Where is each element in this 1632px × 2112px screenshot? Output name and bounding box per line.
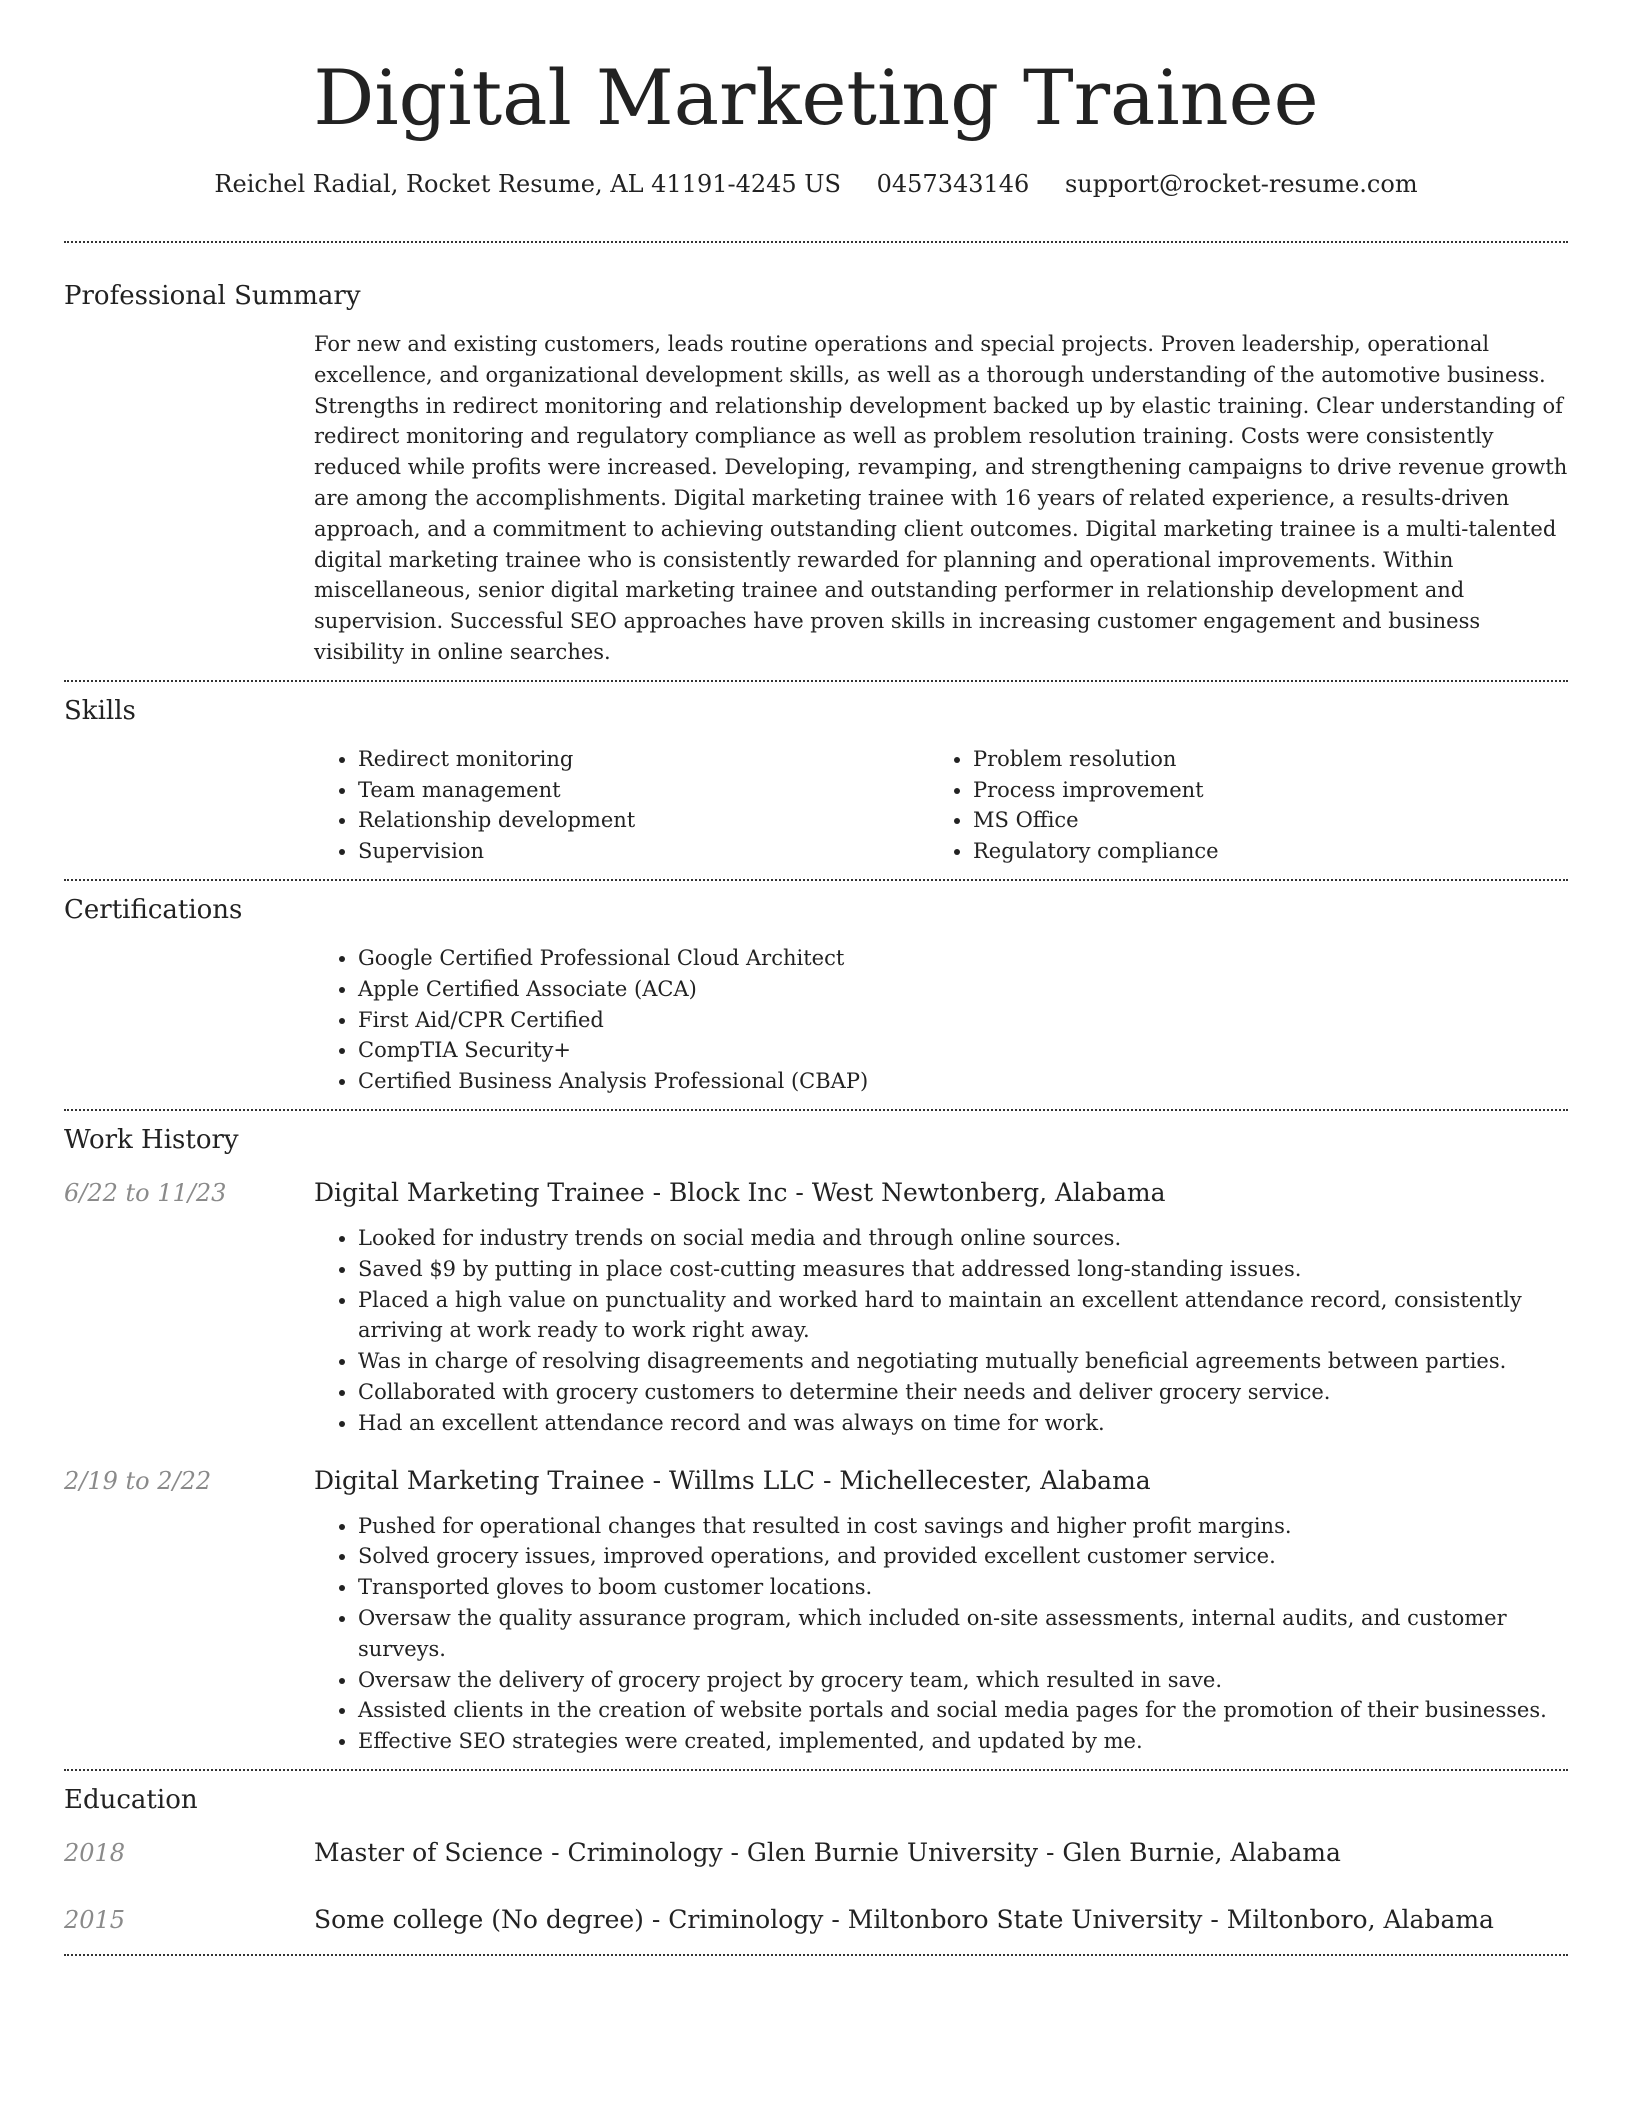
summary-section bbox=[64, 243, 1568, 680]
job-dates: 6/22 to 11/23 bbox=[64, 1178, 227, 1207]
certification-item: • Certified Business Analysis Professional (CBAP) bbox=[358, 1066, 1568, 1097]
job-bullets bbox=[314, 1511, 1568, 1769]
skills-grid bbox=[314, 744, 1568, 879]
skills-list-left bbox=[314, 744, 929, 867]
summary-heading: Professional Summary bbox=[64, 281, 361, 311]
job-bullet: • Was in charge of resolving disagreements and negotiating mutually beneficial agreements between parties. bbox=[358, 1346, 1568, 1377]
contact-line bbox=[64, 168, 1568, 200]
skill-item: • Problem resolution bbox=[973, 744, 1544, 775]
skill-item: • Supervision bbox=[358, 836, 929, 867]
skills-list-right bbox=[929, 744, 1544, 867]
education-text: Some college (No degree) - Criminology - Miltonboro State University - Miltonboro, Alabama bbox=[314, 1904, 1494, 1934]
certification-item: • Google Certified Professional Cloud Architect bbox=[358, 943, 1568, 974]
education-year: 2018 bbox=[64, 1838, 126, 1867]
job-bullet-list bbox=[314, 1223, 1568, 1439]
skill-item: • Redirect monitoring bbox=[358, 744, 929, 775]
work-history-heading: Work History bbox=[64, 1124, 239, 1155]
job-bullet: • Saved $9 by putting in place cost-cutting measures that addressed long-standing issues. bbox=[358, 1254, 1568, 1285]
job-bullet: • Assisted clients in the creation of website portals and social media pages for the promotion of their businesses. bbox=[358, 1695, 1568, 1726]
skills-heading: Skills bbox=[64, 695, 136, 726]
certifications-heading: Certifications bbox=[64, 894, 243, 925]
job-bullet: • Solved grocery issues, improved operations, and provided excellent customer service. bbox=[358, 1541, 1568, 1572]
contact-email[interactable]: support@rocket-resume.com bbox=[1064, 170, 1418, 198]
education-heading: Education bbox=[64, 1784, 198, 1815]
resume-page bbox=[64, 0, 1568, 1956]
job-bullet: • Looked for industry trends on social media and through online sources. bbox=[358, 1223, 1568, 1254]
job-bullet: • Had an excellent attendance record and was always on time for work. bbox=[358, 1408, 1568, 1439]
section-divider bbox=[64, 1954, 1568, 1956]
job-bullet: • Collaborated with grocery customers to determine their needs and deliver grocery service. bbox=[358, 1377, 1568, 1408]
skill-item: • Relationship development bbox=[358, 805, 929, 836]
certifications-body bbox=[314, 943, 1568, 1109]
contact-address: Reichel Radial, Rocket Resume, AL 41191-4245 US bbox=[214, 170, 841, 198]
job-entry bbox=[64, 1465, 1568, 1769]
certification-item: • First Aid/CPR Certified bbox=[358, 1005, 1568, 1036]
job-bullets bbox=[314, 1223, 1568, 1439]
skills-section bbox=[64, 682, 1568, 879]
certification-item: • CompTIA Security+ bbox=[358, 1035, 1568, 1066]
certifications-section bbox=[64, 881, 1568, 1109]
job-bullet: • Oversaw the quality assurance program, which included on-site assessments, internal audits, and customer surveys. bbox=[358, 1603, 1568, 1665]
job-bullet: • Effective SEO strategies were created, implemented, and updated by me. bbox=[358, 1726, 1568, 1757]
certification-item: • Apple Certified Associate (ACA) bbox=[358, 974, 1568, 1005]
job-bullet: • Oversaw the delivery of grocery project by grocery team, which resulted in save. bbox=[358, 1665, 1568, 1696]
contact-phone: 0457343146 bbox=[876, 170, 1030, 198]
education-text: Master of Science - Criminology - Glen Burnie University - Glen Burnie, Alabama bbox=[314, 1837, 1341, 1867]
skill-item: • Process improvement bbox=[973, 775, 1544, 806]
skill-item: • Regulatory compliance bbox=[973, 836, 1544, 867]
education-section bbox=[64, 1771, 1568, 1954]
job-entry bbox=[64, 1177, 1568, 1439]
resume-title: Digital Marketing Trainee bbox=[313, 53, 1319, 142]
job-bullet-list bbox=[314, 1511, 1568, 1757]
job-title-line: Digital Marketing Trainee - Block Inc - West Newtonberg, Alabama bbox=[314, 1177, 1166, 1207]
job-bullet: • Pushed for operational changes that resulted in cost savings and higher profit margins. bbox=[358, 1511, 1568, 1542]
certifications-list bbox=[314, 943, 1568, 1097]
job-title-line: Digital Marketing Trainee - Willms LLC - Michellecester, Alabama bbox=[314, 1465, 1151, 1495]
skill-item: • Team management bbox=[358, 775, 929, 806]
job-bullet: • Transported gloves to boom customer locations. bbox=[358, 1572, 1568, 1603]
summary-text: For new and existing customers, leads routine operations and special projects. Proven leadership, operational excellence, and organizational development skills, as well as a thorough understanding of the automotive business. Strengths in redirect monitoring and relationship development backed up by elastic training. Clear understanding of redirect monitoring and regulatory compliance as well as problem resolution training. Costs were consistently reduced while profits were increased. Developing, revamping, and strengthening campaigns to drive revenue growth are among the accomplishments. Digital marketing trainee with 16 years of related experience, a results-driven approach, and a commitment to achieving outstanding client outcomes. Digital marketing trainee is a multi-talented digital marketing trainee who is consistently rewarded for planning and operational improvements. Within miscellaneous, senior digital marketing trainee and outstanding performer in relationship development and supervision. Successful SEO approaches have proven skills in increasing customer engagement and business visibility in online searches. bbox=[314, 332, 1568, 664]
education-year: 2015 bbox=[64, 1905, 126, 1934]
skill-item: • MS Office bbox=[973, 805, 1544, 836]
job-dates: 2/19 to 2/22 bbox=[64, 1466, 212, 1495]
job-bullet: • Placed a high value on punctuality and worked hard to maintain an excellent attendance record, consistently arriving at work ready to work right away. bbox=[358, 1285, 1568, 1347]
education-entry bbox=[64, 1837, 1568, 1869]
education-entry bbox=[64, 1904, 1568, 1954]
work-history-section bbox=[64, 1111, 1568, 1769]
